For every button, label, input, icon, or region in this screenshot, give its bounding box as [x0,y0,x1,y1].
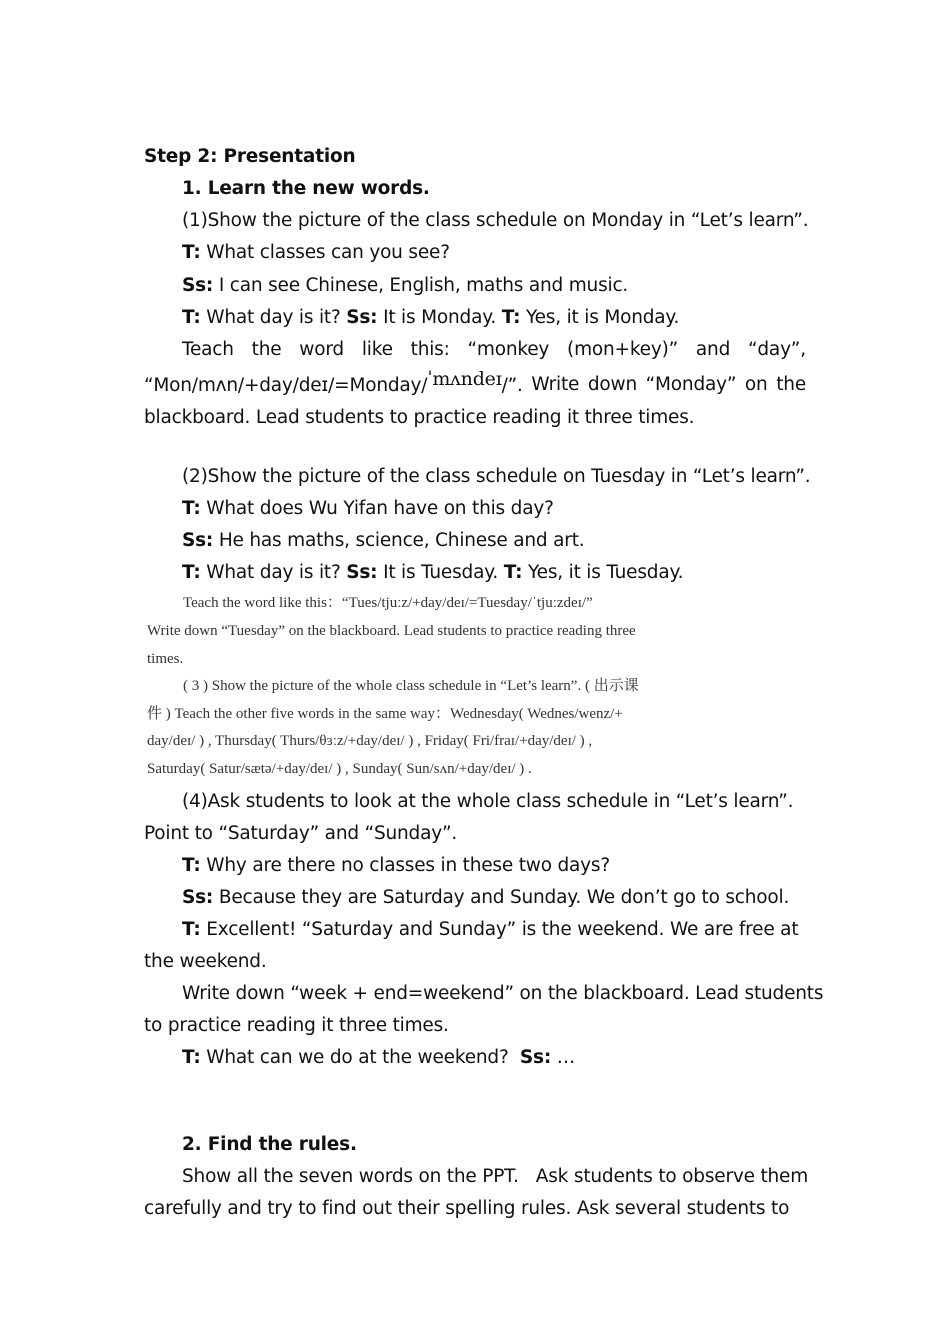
scanned-line: Teach the word like this：“Tues/tjuːz/+day/deɪ/=Tuesday/ˈtjuːzdeɪ/” [183,595,593,611]
speaker-teacher: T: [182,498,201,519]
dialogue-text: Why are there no classes in these two days? [200,855,610,876]
dialogue-text: It is Tuesday. [377,562,504,583]
dialogue-line [182,918,806,942]
dialogue-line [182,241,806,265]
paragraph-monday-picture: (1)Show the picture of the class schedule on Monday in “Let’s learn”. [182,210,809,231]
scanned-line: 件 ) Teach the other five words in the same way：Wednesday( Wednes/wenz/+ [147,706,623,722]
dialogue-text: What day is it? [200,307,347,328]
paragraph-text: Point to “Saturday” and “Sunday”. [144,823,458,844]
section-1-heading: 1. Learn the new words. [182,178,430,199]
scanned-line: Write down “Tuesday” on the blackboard. Lead students to practice reading three [147,623,636,639]
section-2-heading: 2. Find the rules. [182,1134,357,1155]
monday-ipa: ˈmʌndeɪ [427,368,502,390]
speaker-teacher: T: [182,242,201,263]
monday-phonetic-line [144,368,806,398]
speaker-teacher: T: [503,562,523,583]
speaker-teacher: T: [182,919,201,940]
speaker-students: Ss: [182,275,214,296]
scanned-line: Saturday( Satur/sætə/+day/deɪ/ ) , Sunday( Sun/sʌn/+day/deɪ/ ) . [147,761,532,777]
dialogue-text: Because they are Saturday and Sunday. We don’t go to school. [213,887,790,908]
dialogue-line [182,306,806,330]
step-heading: Step 2: Presentation [144,146,356,167]
dialogue-text: What day is it? [200,562,347,583]
speaker-teacher: T: [182,855,201,876]
word: the [776,374,806,395]
scanned-line: ( 3 ) Show the picture of the whole class schedule in “Let’s learn”. ( 出示课 [183,678,639,694]
word: “day”, [748,339,806,360]
paragraph-text: carefully and try to find out their spelling rules. Ask several students to [144,1198,790,1219]
dialogue-text: He has maths, science, Chinese and art. [213,530,585,551]
paragraph-tuesday-picture: (2)Show the picture of the class schedule on Tuesday in “Let’s learn”. [182,466,811,487]
dialogue-line [182,274,806,298]
dialogue-line [182,1046,806,1070]
word: “monkey [467,339,550,360]
dialogue-line [182,561,806,585]
scanned-line: times. [147,651,184,667]
paragraph-text: the weekend. [144,951,267,972]
word: like [361,339,393,360]
speaker-teacher: T: [182,1047,201,1068]
dialogue-line [182,497,806,521]
paragraph-rules: Show all the seven words on the PPT. Ask students to observe them [182,1166,809,1187]
dialogue-line [182,854,806,878]
monday-breakdown: “Mon/mʌn/+day/deɪ/=Monday/ˈmʌndeɪ/”. [144,368,523,396]
dialogue-text: Yes, it is Monday. [520,307,680,328]
word: (mon+key)” [567,339,679,360]
speaker-teacher: T: [182,562,201,583]
word: Teach [182,339,234,360]
dialogue-line [182,529,806,553]
speaker-students: Ss: [346,307,378,328]
word: “Monday” [645,374,737,395]
word: on [744,374,768,395]
teach-monday-line [182,338,806,362]
speaker-students: Ss: [182,887,214,908]
dialogue-text: It is Monday. [377,307,502,328]
dialogue-text: What does Wu Yifan have on this day? [200,498,554,519]
dialogue-text: I can see Chinese, English, maths and music. [213,275,629,296]
scanned-line: day/deɪ/ ) , Thursday( Thurs/θɜːz/+day/deɪ/ ) , Friday( Fri/fraɪ/+day/deɪ/ ) , [147,733,593,749]
dialogue-text: What classes can you see? [200,242,450,263]
speaker-teacher: T: [182,307,201,328]
dialogue-text: What can we do at the weekend? [200,1047,520,1068]
word: word [299,339,344,360]
paragraph-whole-schedule: (4)Ask students to look at the whole class schedule in “Let’s learn”. [182,791,794,812]
dialogue-text: Yes, it is Tuesday. [522,562,684,583]
dialogue-line [182,886,806,910]
paragraph-text: to practice reading it three times. [144,1015,449,1036]
word: Write [531,374,580,395]
speaker-students: Ss: [182,530,214,551]
speaker-students: Ss: [519,1047,552,1068]
word: the [251,339,282,360]
word: and [695,339,731,360]
paragraph-weekend: Write down “week + end=weekend” on the blackboard. Lead students [182,983,824,1004]
word: this: [410,339,450,360]
speaker-teacher: T: [501,307,521,328]
word: down [587,374,637,395]
paragraph-text: blackboard. Lead students to practice reading it three times. [144,407,695,428]
dialogue-text: … [551,1047,576,1068]
speaker-students: Ss: [346,562,378,583]
dialogue-text: Excellent! “Saturday and Sunday” is the weekend. We are free at [200,919,799,940]
